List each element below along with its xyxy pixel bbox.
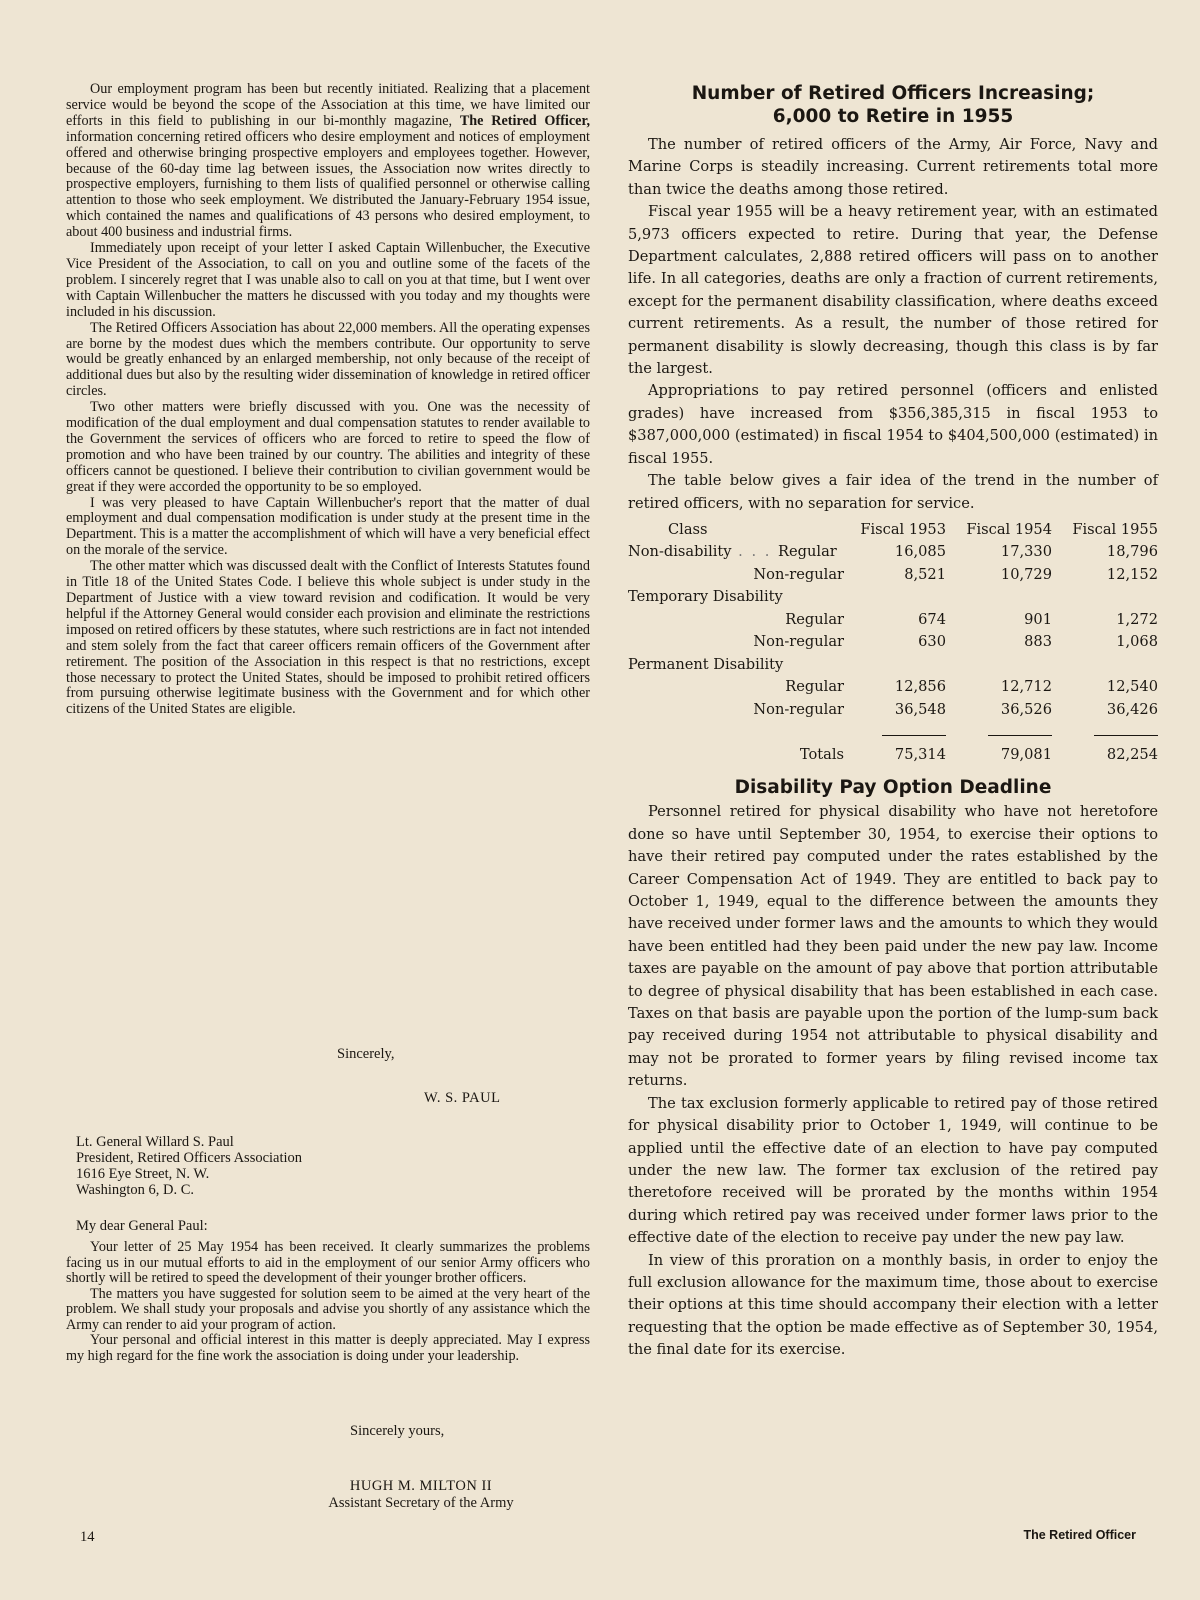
body-paragraph: In view of this proration on a monthly basis, in order to enjoy the full exclusion allowance for the maximum time, those about to exercise their options at this time should accompany their election with a letter requesting that the option be made effective as of September 30, 1954, the final date for its exercise. [628, 1251, 1158, 1359]
table-cell: 18,796 [1106, 543, 1158, 561]
table-group-label: Temporary Disability [628, 588, 783, 606]
table-group-row [628, 654, 1158, 677]
table-cell: 36,548 [894, 700, 946, 718]
table-totals-label: Totals [799, 745, 844, 763]
article-heading: Number of Retired Officers Increasing; 6,000 to Retire in 1955 [691, 83, 1095, 127]
body-paragraph: I was very pleased to have Captain Willenbucher's report that the matter of dual employment and dual compensation modification is under study at the present time in the Department. This is a matter the accomplishment of which will have a very beneficial effect on the morale of the service. [66, 494, 590, 559]
table-row: Non-disability . . . Regular 16,085 17,330 18,796 [628, 541, 1158, 564]
body-paragraph: Immediately upon receipt of your letter I asked Captain Willenbucher, the Executive Vice President of the Association, to call on you and outline some of the facets of the problem. I sincerely regret that I was unable also to call on you at that time, but I went over with Captain Willenbucher the matters he discussed with you today and my thoughts were included in his discussion. [66, 240, 590, 320]
signer-title: Assistant Secretary of the Army [328, 1495, 514, 1511]
address-line: Lt. General Willard S. Paul [76, 1134, 234, 1150]
table-cell: 1,068 [1116, 633, 1158, 651]
body-paragraph: The number of retired officers of the Army, Air Force, Navy and Marine Corps is steadily increasing. Current retirements total more than twice the deaths among those retired. [628, 136, 1158, 198]
letter-from-milton [66, 1240, 590, 1364]
table-row-label: Regular [785, 610, 844, 628]
table-row-label: Regular [785, 678, 844, 696]
table-row [628, 631, 1158, 654]
table-row-label: Regular [778, 543, 837, 561]
magazine-title: The Retired Officer, [459, 112, 590, 129]
table-header-cell: Fiscal 1954 [966, 520, 1052, 538]
table-row [628, 699, 1158, 722]
body-paragraph: The Retired Officers Association has about 22,000 members. All the operating expenses are borne by the modest dues which the members contribute. Our opportunity to serve would be greatly enhanced by an enlarged membership, not only because of the receipt of additional dues but also by the resulting wider dissemination of knowledge in retired officer circles. [66, 319, 590, 400]
table-total-cell: 75,314 [894, 745, 946, 763]
body-paragraph: The table below gives a fair idea of the trend in the number of retired officers, with no separation for service. [628, 472, 1158, 512]
body-paragraph: Our employment program has been but recently initiated. Realizing that a placement service would be beyond the scope of the Association at this time, we have limited our efforts in this field to publishing in our bi-monthly magazine, The Retired Officer, information concerning retired officers who desire employment and notices of employment offered and otherwise bringing prospective employers and employees together. However, because of the 60-day time lag between issues, the Association now writes directly to prospective employers, furnishing to them lists of qualified personnel or otherwise calling attention to those who seek employment. We distributed the January-February 1954 issue, which contained the names and qualifications of 43 persons who desired employment, to about 400 business and industrial firms. [66, 81, 590, 241]
table-cell: 12,540 [1106, 678, 1158, 696]
table-header-row [628, 519, 1158, 542]
table-cell: 630 [918, 633, 946, 651]
table-row [628, 564, 1158, 587]
table-cell: 12,712 [1000, 678, 1052, 696]
table-row-label: Non-regular [753, 700, 844, 718]
table-cell: 12,152 [1106, 565, 1158, 583]
table-cell: 36,426 [1106, 700, 1158, 718]
table-group-row [628, 586, 1158, 609]
table-rule [882, 735, 946, 736]
table-cell: 1,272 [1116, 610, 1158, 628]
body-paragraph: The matters you have suggested for solution seem to be aimed at the very heart of the problem. We shall study your proposals and advise you shortly of any assistance which the Army can render to aid your program of action. [66, 1285, 590, 1333]
table-rule [988, 735, 1052, 736]
article-heading: Disability Pay Option Deadline [734, 777, 1052, 799]
table-row [628, 609, 1158, 632]
table-group-label: Permanent Disability [628, 655, 784, 673]
table-total-cell: 82,254 [1106, 745, 1158, 763]
table-header-cell: Fiscal 1953 [860, 520, 946, 538]
body-paragraph: Your personal and official interest in this matter is deeply appreciated. May I express my high regard for the fine work the association is doing under your leadership. [66, 1332, 590, 1364]
table-group-label: Non-disability [628, 543, 732, 561]
recipient-address [76, 1134, 302, 1198]
right-column [628, 82, 1158, 1362]
address-line: Washington 6, D. C. [76, 1182, 195, 1198]
table-header-cell: Class [668, 520, 708, 538]
body-paragraph: The other matter which was discussed dealt with the Conflict of Interests Statutes found in Title 18 of the United States Code. I believe this whole subject is under study in the Department of Justice with a view toward revision and codification. It would be very helpful if the Attorney General would consider each provision and eliminate the restrictions imposed on retired officers by these statutes, where such restrictions are in fact not intended and stem solely from the fact that career officers remain officers of the Government after retirement. The position of the Association in this respect is that no restrictions, except those necessary to protect the United States, should be imposed to prohibit retired officers from pursuing otherwise legitimate business with the Government and for which other citizens of the United States are eligible. [66, 558, 590, 718]
table-cell: 901 [1024, 610, 1052, 628]
letter-from-paul [66, 82, 590, 718]
body-paragraph: Personnel retired for physical disability who have not heretofore done so have until September 30, 1954, to exercise their options to have their retired pay computed under the rates established by the Career Compensation Act of 1949. They are entitled to back pay to October 1, 1949, equal to the difference between the amounts they have received under former laws and the amounts to which they would have been entitled had they been paid under the new pay law. Income taxes are payable on the amount of pay above that portion attributable to degree of physical disability that has been established in each case. Taxes on that basis are payable upon the portion of the lump-sum back pay received during 1954 not attributable to physical disability and may not be prorated to former years by filing revised income tax returns. [628, 803, 1158, 1090]
signature-milton [264, 1478, 578, 1512]
table-totals-row [628, 744, 1158, 767]
table-cell: 17,330 [1000, 543, 1052, 561]
closing-sincerely-yours: Sincerely yours, [350, 1423, 445, 1439]
table-row [628, 676, 1158, 699]
body-paragraph: Appropriations to pay retired personnel (officers and enlisted grades) have increased from $356,385,315 in fiscal 1953 to $387,000,000 (estimated) in fiscal 1954 to $404,500,000 (estimated) in fiscal 1955. [628, 382, 1158, 467]
table-row-label: Non-regular [753, 565, 844, 583]
body-paragraph: Two other matters were briefly discussed with you. One was the necessity of modification of the dual employment and dual compensation statutes to render available to the Government the services of officers who are forced to retire to speed the flow of promotion and who have been trained by our country. The abilities and integrity of these officers cannot be questioned. I believe their contribution to civilian government would be great if they were accorded the opportunity to be so employed. [66, 399, 590, 495]
table-cell: 36,526 [1000, 700, 1052, 718]
closing-sincerely: Sincerely, [337, 1046, 395, 1062]
table-header-cell: Fiscal 1955 [1072, 520, 1158, 538]
page-number: 14 [80, 1529, 95, 1545]
salutation: My dear General Paul: [76, 1218, 208, 1234]
body-paragraph: The tax exclusion formerly applicable to retired pay of those retired for physical disability prior to October 1, 1949, will continue to be applied until the effective date of an election to have pay computed under the new law. The former tax exclusion of the retired pay theretofore received will be prorated by the months within 1954 during which retired pay was received under former laws prior to the effective date of the election to receive pay under the new pay law. [628, 1094, 1158, 1247]
signer-name: HUGH M. MILTON II [349, 1478, 493, 1494]
table-cell: 883 [1024, 633, 1052, 651]
table-cell: 8,521 [904, 565, 946, 583]
table-cell: 10,729 [1000, 565, 1052, 583]
table-cell: 12,856 [894, 678, 946, 696]
table-cell: 16,085 [894, 543, 946, 561]
table-rule-row [628, 721, 1158, 744]
body-paragraph: Fiscal year 1955 will be a heavy retirement year, with an estimated 5,973 officers expected to retire. During that year, the Defense Department calculates, 2,888 retired officers will pass on to another life. In all categories, deaths are only a fraction of current retirements, except for the permanent disability classification, where deaths exceed current retirements. As a result, the number of those retired for permanent disability is slowly decreasing, though this class is by far the largest. [628, 203, 1158, 378]
address-line: President, Retired Officers Association [76, 1150, 303, 1166]
publication-name: The Retired Officer [1023, 1528, 1136, 1542]
signature-paul: W. S. PAUL [424, 1090, 501, 1106]
table-rule [1094, 735, 1158, 736]
retired-officers-table [628, 519, 1158, 767]
table-total-cell: 79,081 [1000, 745, 1052, 763]
address-line: 1616 Eye Street, N. W. [76, 1166, 210, 1182]
table-row-label: Non-regular [753, 633, 844, 651]
body-paragraph: Your letter of 25 May 1954 has been received. It clearly summarizes the problems facing us in our mutual efforts to aid in the employment of our senior Army officers who shortly will be retired to speed the development of their younger brother officers. [66, 1239, 590, 1286]
table-cell: 674 [918, 610, 946, 628]
